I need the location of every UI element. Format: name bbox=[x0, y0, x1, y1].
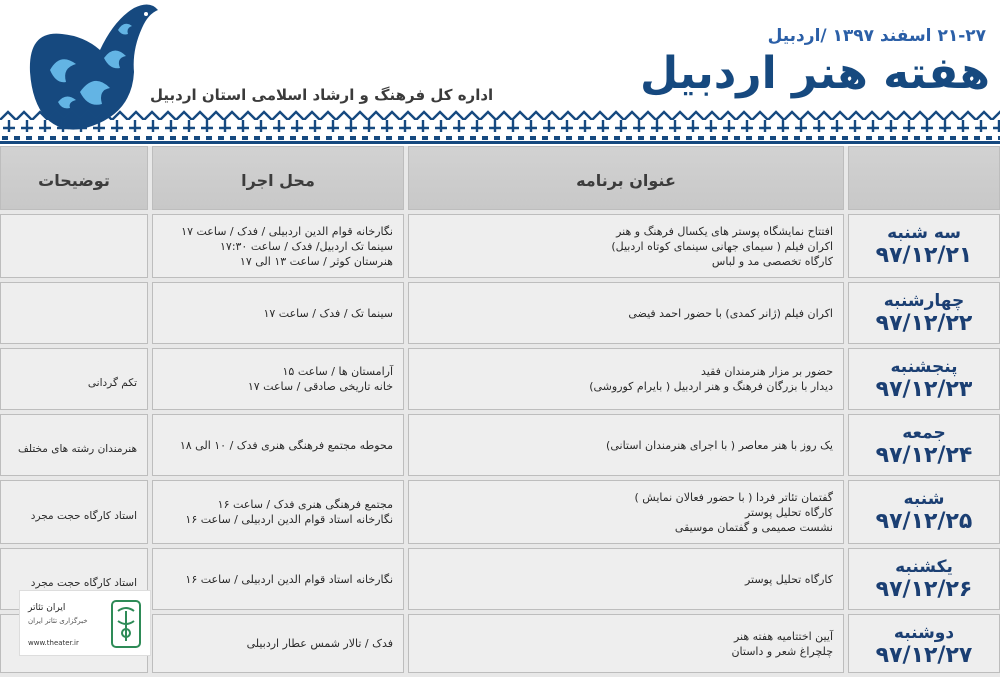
day-date: ۹۷/۱۲/۲۴ bbox=[875, 443, 973, 468]
cell-text-line: نشست صمیمی و گفتمان موسیقی bbox=[674, 521, 833, 534]
day-name: شنبه bbox=[903, 489, 945, 509]
day-date: ۹۷/۱۲/۲۱ bbox=[875, 243, 973, 268]
day-cell bbox=[848, 480, 1000, 544]
venue-cell bbox=[152, 282, 404, 344]
program-cell bbox=[408, 614, 844, 673]
notes-text: استاد کارگاه حجت مجرد bbox=[30, 510, 137, 522]
notes-text: استاد کارگاه حجت مجرد bbox=[30, 577, 137, 589]
cell-text-line: هنرستان کوثر / ساعت ۱۳ الی ۱۷ bbox=[239, 255, 393, 268]
notes-cell bbox=[0, 480, 148, 544]
day-name: یکشنبه bbox=[895, 557, 953, 577]
watermark-subtitle: خبرگزاری تئاتر ایران bbox=[28, 617, 88, 625]
header-notes: توضیحات bbox=[0, 146, 148, 210]
header-program-title: عنوان برنامه bbox=[408, 146, 844, 210]
day-date: ۹۷/۱۲/۲۳ bbox=[875, 377, 973, 402]
cell-text-line: سینما تک / فدک / ساعت ۱۷ bbox=[263, 307, 393, 320]
notes-cell bbox=[0, 414, 148, 476]
event-dateline: ۲۱-۲۷ اسفند ۱۳۹۷ /اردبیل bbox=[767, 26, 986, 46]
day-name: دوشنبه bbox=[893, 623, 955, 643]
day-cell bbox=[848, 614, 1000, 673]
header-day bbox=[848, 146, 1000, 210]
table-header-row bbox=[0, 146, 1000, 214]
cell-text-line: گفتمان تئاتر فردا ( با حضور فعالان نمایش ) bbox=[634, 491, 833, 504]
organization-name: اداره کل فرهنگ و ارشاد اسلامی استان اردبیل bbox=[150, 86, 494, 104]
day-cell bbox=[848, 414, 1000, 476]
cell-text-line: افتتاح نمایشگاه پوستر های یکسال فرهنگ و هنر bbox=[616, 225, 833, 238]
cell-text-line: دیدار با بزرگان فرهنگ و هنر اردبیل ( بایرام کوروشی) bbox=[589, 380, 833, 393]
cell-text-line: آرامستان ها / ساعت ۱۵ bbox=[282, 365, 393, 378]
day-name: جمعه bbox=[902, 423, 946, 443]
venue-cell bbox=[152, 214, 404, 278]
program-cell bbox=[408, 548, 844, 610]
table-row bbox=[0, 214, 1000, 282]
day-name: سه شنبه bbox=[887, 223, 961, 243]
day-date: ۹۷/۱۲/۲۷ bbox=[875, 643, 973, 668]
watermark-badge bbox=[19, 590, 151, 656]
cell-text-line: نگارخانه استاد قوام الدین اردبیلی / ساعت ۱۶ bbox=[185, 513, 393, 526]
program-cell bbox=[408, 414, 844, 476]
notes-text: تکم گردانی bbox=[87, 377, 137, 389]
day-cell bbox=[848, 548, 1000, 610]
cell-text-line: کارگاه تخصصی مد و لباس bbox=[711, 255, 833, 268]
day-date: ۹۷/۱۲/۲۶ bbox=[875, 577, 973, 602]
venue-cell bbox=[152, 414, 404, 476]
day-cell bbox=[848, 282, 1000, 344]
table-row bbox=[0, 414, 1000, 480]
event-title: هفته هنر اردبیل bbox=[639, 48, 990, 99]
day-date: ۹۷/۱۲/۲۲ bbox=[875, 311, 973, 336]
theater-logo-icon bbox=[108, 597, 144, 651]
cell-text-line: اکران فیلم (ژانر کمدی) با حضور احمد فیضی bbox=[628, 307, 833, 320]
decorative-pattern-band bbox=[0, 110, 1000, 146]
venue-cell bbox=[152, 548, 404, 610]
notes-cell bbox=[0, 348, 148, 410]
day-cell bbox=[848, 348, 1000, 410]
venue-cell bbox=[152, 614, 404, 673]
notes-cell bbox=[0, 282, 148, 344]
cell-text-line: کارگاه تحلیل پوستر bbox=[744, 573, 833, 586]
program-cell bbox=[408, 348, 844, 410]
watermark-name: ایران تئاتر bbox=[28, 603, 66, 613]
cell-text-line: یک روز با هنر معاصر ( با اجرای هنرمندان استانی) bbox=[606, 439, 833, 452]
cell-text-line: محوطه مجتمع فرهنگی هنری فدک / ۱۰ الی ۱۸ bbox=[179, 439, 393, 452]
watermark-url: www.theater.ir bbox=[28, 639, 79, 647]
cell-text-line: فدک / تالار شمس عطار اردبیلی bbox=[246, 637, 393, 650]
table-row bbox=[0, 480, 1000, 548]
venue-cell bbox=[152, 480, 404, 544]
poster-header bbox=[0, 0, 1000, 146]
day-name: چهارشنبه bbox=[883, 291, 965, 311]
cell-text-line: خانه تاریخی صادقی / ساعت ۱۷ bbox=[247, 380, 393, 393]
notes-cell bbox=[0, 214, 148, 278]
day-date: ۹۷/۱۲/۲۵ bbox=[875, 509, 973, 534]
program-cell bbox=[408, 480, 844, 544]
cell-text-line: کارگاه تحلیل پوستر bbox=[744, 506, 833, 519]
day-cell bbox=[848, 214, 1000, 278]
table-row bbox=[0, 348, 1000, 414]
program-cell bbox=[408, 282, 844, 344]
program-cell bbox=[408, 214, 844, 278]
cell-text-line: نگارخانه استاد قوام الدین اردبیلی / ساعت ۱۶ bbox=[185, 573, 393, 586]
cell-text-line: اکران فیلم ( سیمای جهانی سینمای کوتاه اردبیل) bbox=[611, 240, 833, 253]
header-venue: محل اجرا bbox=[152, 146, 404, 210]
cell-text-line: نگارخانه قوام الدین اردبیلی / فدک / ساعت ۱۷ bbox=[181, 225, 393, 238]
cell-text-line: حضور بر مزار هنرمندان فقید bbox=[700, 365, 833, 378]
cell-text-line: چلچراغ شعر و داستان bbox=[731, 645, 833, 658]
cell-text-line: آیین اختتامیه هفته هنر bbox=[733, 630, 833, 643]
table-row bbox=[0, 282, 1000, 348]
cell-text-line: سینما تک اردبیل/ فدک / ساعت ۱۷:۳۰ bbox=[220, 240, 393, 253]
venue-cell bbox=[152, 348, 404, 410]
notes-text: هنرمندان رشته های مختلف bbox=[18, 443, 137, 455]
day-name: پنجشنبه bbox=[890, 357, 958, 377]
cell-text-line: مجتمع فرهنگی هنری فدک / ساعت ۱۶ bbox=[217, 498, 393, 511]
